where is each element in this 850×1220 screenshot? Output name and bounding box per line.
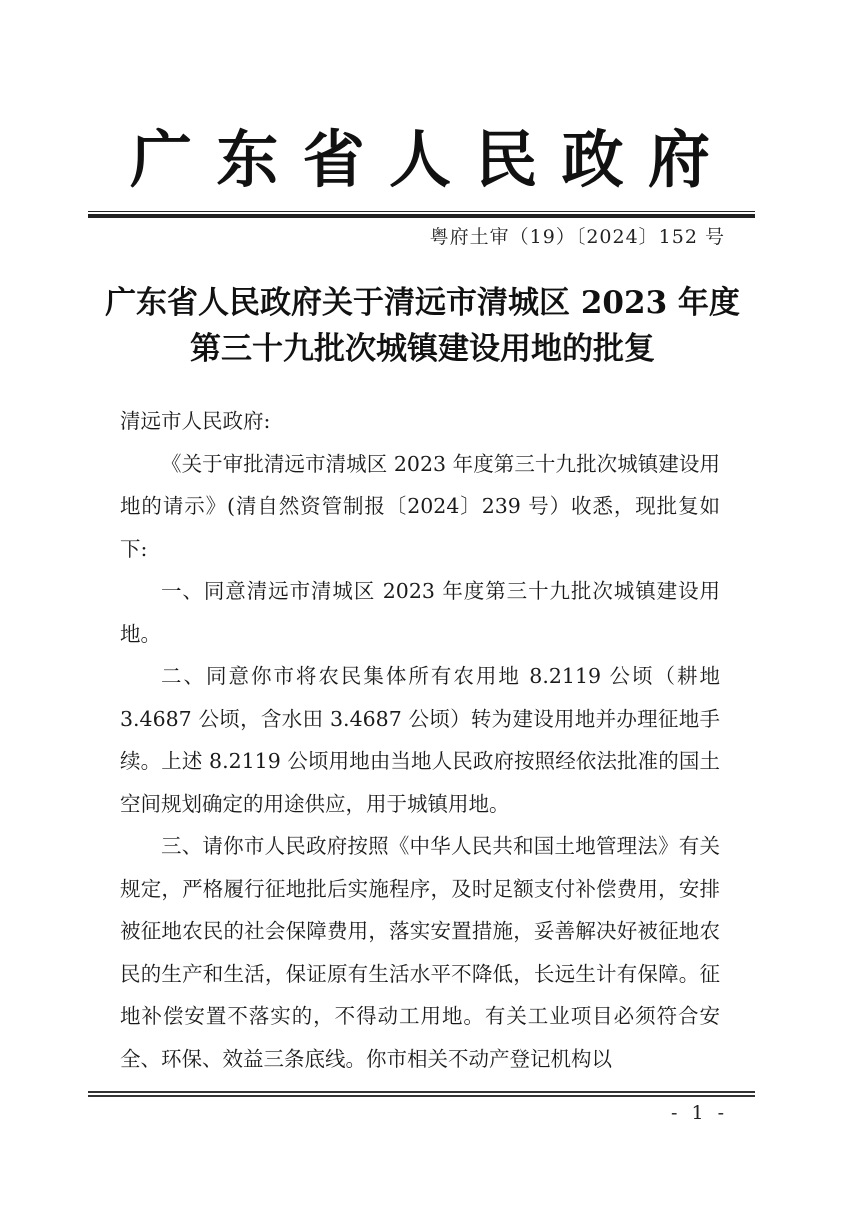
page-number: - 1 - <box>670 1102 728 1124</box>
addressee: 清远市人民政府: <box>120 409 271 433</box>
header-rule-thick <box>88 214 755 218</box>
masthead-char: 府 <box>647 123 710 196</box>
document-title <box>90 280 755 372</box>
masthead-char: 民 <box>475 123 538 196</box>
paragraph-item-2: 二、同意你市将农民集体所有农用地 8.2119 公顷（耕地 3.4687 公顷，含水田 3.4687 公顷）转为建设用地并办理征地手续。上述 8.2119 公顷用地由当地人民政府按照经依法批准的国土空间规划确定的用途供应，用于城镇用地。 <box>120 664 720 816</box>
title-line-2: 第三十九批次城镇建设用地的批复 <box>190 331 655 367</box>
issuer-masthead <box>90 120 755 200</box>
masthead-char: 省 <box>302 123 365 196</box>
masthead-char: 广 <box>130 123 193 196</box>
title-line-1: 广东省人民政府关于清远市清城区 2023 年度 <box>105 285 740 321</box>
footer-rule-bottom <box>88 1095 755 1097</box>
masthead-char: 东 <box>216 123 279 196</box>
masthead-char: 政 <box>561 123 624 196</box>
footer-rule-top <box>88 1091 755 1093</box>
paragraph-item-3: 三、请你市人民政府按照《中华人民共和国土地管理法》有关规定，严格履行征地批后实施程序，及时足额支付补偿费用，安排被征地农民的社会保障费用，落实安置措施，妥善解决好被征地农民的生产和生活，保证原有生活水平不降低，长远生计有保障。征地补偿安置不落实的，不得动工用地。有关工业项目必须符合安全、环保、效益三条底线。你市相关不动产登记机构以 <box>120 834 720 1071</box>
paragraph-item-1: 一、同意清远市清城区 2023 年度第三十九批次城镇建设用地。 <box>120 579 720 646</box>
masthead-char: 人 <box>388 123 451 196</box>
document-body <box>120 400 720 1080</box>
paragraph-intro: 《关于审批清远市清城区 2023 年度第三十九批次城镇建设用地的请示》(清自然资管制报〔2024〕239 号）收悉，现批复如下: <box>120 451 720 561</box>
document-number: 粤府土审（19）〔2024〕152 号 <box>429 226 725 248</box>
header-rule-thin <box>88 211 755 212</box>
